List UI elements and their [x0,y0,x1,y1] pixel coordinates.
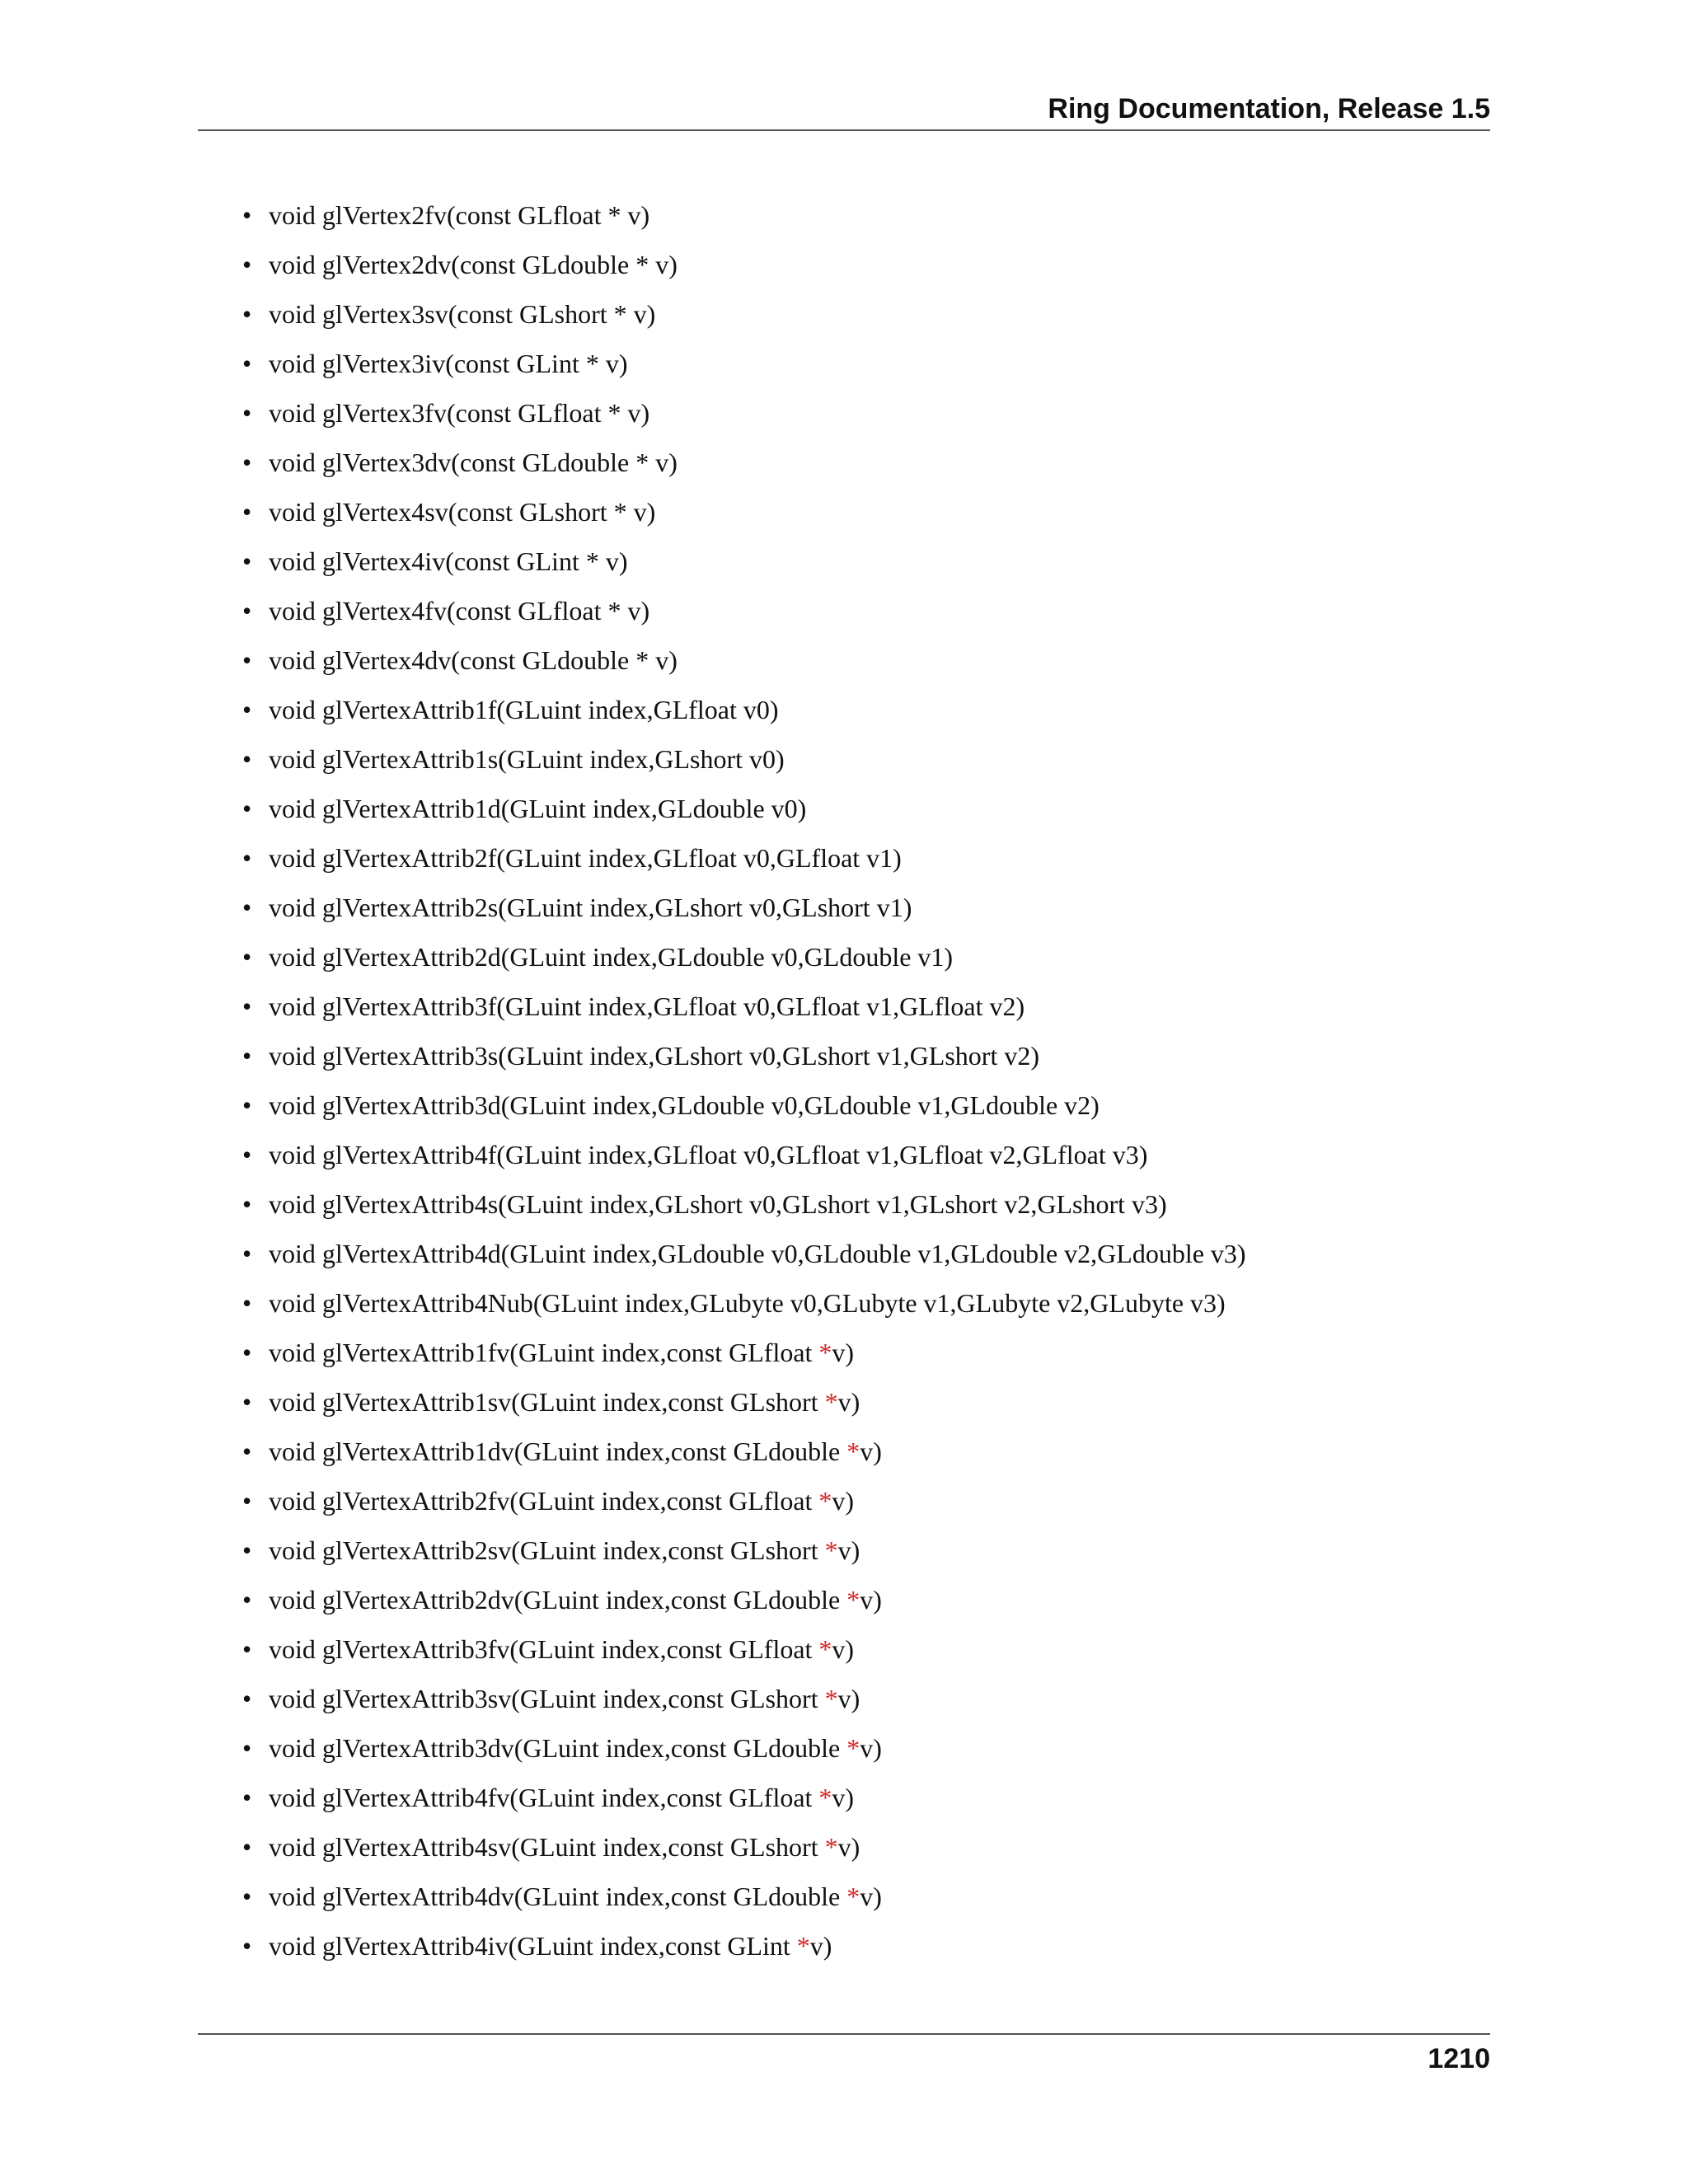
bullet-icon: • [242,1486,252,1516]
function-list-item [0,742,1246,791]
function-list-item [0,1929,1246,1978]
function-signature: void glVertex4sv(const GLshort * v) [269,497,656,527]
bullet-icon: • [242,843,252,873]
pointer-star: * [824,1535,838,1565]
function-list-item [0,593,1246,643]
bullet-icon: • [242,1140,252,1169]
function-list-item [0,346,1246,396]
bullet-icon: • [242,497,252,527]
pointer-star: * [824,1684,838,1713]
function-list-item [0,1830,1246,1879]
function-list-item [0,791,1246,841]
function-signature: void glVertexAttrib2s(GLuint index,GLshort v0,GLshort v1) [269,893,912,922]
function-list-item [0,1236,1246,1286]
bullet-icon: • [242,942,252,972]
function-list-item [0,692,1246,742]
function-list-item [0,544,1246,593]
function-list-item [0,1681,1246,1731]
function-list-item [0,1385,1246,1434]
function-signature: void glVertexAttrib2fv(GLuint index,const GLfloat *v) [269,1486,855,1516]
running-header-title: Ring Documentation, Release 1.5 [1048,93,1490,124]
bullet-icon: • [242,349,252,378]
function-list-item [0,1038,1246,1088]
bullet-icon: • [242,1535,252,1565]
function-list-item [0,396,1246,445]
bullet-icon: • [242,695,252,724]
function-list-item [0,1582,1246,1632]
pointer-star: * [846,1585,860,1615]
function-list [0,198,1246,1978]
function-list-item [0,1533,1246,1582]
bullet-icon: • [242,1931,252,1961]
function-signature: void glVertex4dv(const GLdouble * v) [269,645,678,675]
function-signature: void glVertexAttrib3f(GLuint index,GLfloat v0,GLfloat v1,GLfloat v2) [269,991,1025,1021]
function-list-item [0,1137,1246,1187]
footer-divider [198,2033,1490,2035]
pointer-star: * [846,1882,860,1911]
function-signature: void glVertexAttrib2dv(GLuint index,const GLdouble *v) [269,1585,882,1615]
function-signature: void glVertexAttrib1sv(GLuint index,const GLshort *v) [269,1387,860,1417]
page-number: 1210 [1428,2043,1490,2074]
pointer-star: * [824,1387,838,1417]
function-signature: void glVertexAttrib1f(GLuint index,GLfloat v0) [269,695,779,724]
bullet-icon: • [242,1338,252,1367]
function-signature: void glVertexAttrib3fv(GLuint index,const GLfloat *v) [269,1634,855,1664]
pointer-star: * [818,1634,832,1664]
bullet-icon: • [242,645,252,675]
function-signature: void glVertexAttrib3d(GLuint index,GLdouble v0,GLdouble v1,GLdouble v2) [269,1090,1100,1120]
function-signature: void glVertex3dv(const GLdouble * v) [269,448,678,477]
bullet-icon: • [242,1239,252,1268]
function-signature: void glVertexAttrib3sv(GLuint index,const GLshort *v) [269,1684,860,1713]
bullet-icon: • [242,250,252,279]
bullet-icon: • [242,744,252,774]
bullet-icon: • [242,1189,252,1219]
function-list-item [0,1879,1246,1929]
pointer-star: * [846,1436,860,1466]
bullet-icon: • [242,991,252,1021]
function-signature: void glVertexAttrib1d(GLuint index,GLdouble v0) [269,794,807,823]
function-signature: void glVertexAttrib1fv(GLuint index,const GLfloat *v) [269,1338,855,1367]
function-signature: void glVertexAttrib2f(GLuint index,GLfloat v0,GLfloat v1) [269,843,902,873]
function-list-item [0,247,1246,297]
function-signature: void glVertex2fv(const GLfloat * v) [269,200,650,230]
function-list-item [0,1088,1246,1137]
bullet-icon: • [242,398,252,428]
bullet-icon: • [242,596,252,626]
pointer-star: * [846,1733,860,1763]
function-signature: void glVertex4iv(const GLint * v) [269,546,628,576]
function-list-item [0,297,1246,346]
bullet-icon: • [242,1733,252,1763]
function-signature: void glVertexAttrib2sv(GLuint index,const GLshort *v) [269,1535,860,1565]
bullet-icon: • [242,299,252,329]
function-list-item [0,198,1246,247]
function-signature: void glVertexAttrib4f(GLuint index,GLfloat v0,GLfloat v1,GLfloat v2,GLfloat v3) [269,1140,1148,1169]
header-divider [198,129,1490,131]
function-signature: void glVertexAttrib4dv(GLuint index,const GLdouble *v) [269,1882,882,1911]
pointer-star: * [824,1832,838,1862]
bullet-icon: • [242,1387,252,1417]
function-signature: void glVertex2dv(const GLdouble * v) [269,250,678,279]
function-list-item [0,1286,1246,1335]
bullet-icon: • [242,1882,252,1911]
pointer-star: * [818,1338,832,1367]
function-signature: void glVertexAttrib1s(GLuint index,GLshort v0) [269,744,785,774]
bullet-icon: • [242,1783,252,1812]
function-list-item [0,890,1246,940]
bullet-icon: • [242,1041,252,1071]
function-list-item [0,1187,1246,1236]
bullet-icon: • [242,1832,252,1862]
function-signature: void glVertexAttrib4s(GLuint index,GLshort v0,GLshort v1,GLshort v2,GLshort v3) [269,1189,1167,1219]
function-list-item [0,1632,1246,1681]
function-list-item [0,1780,1246,1830]
function-signature: void glVertexAttrib2d(GLuint index,GLdouble v0,GLdouble v1) [269,942,954,972]
function-signature: void glVertex3fv(const GLfloat * v) [269,398,650,428]
function-signature: void glVertexAttrib1dv(GLuint index,const GLdouble *v) [269,1436,882,1466]
function-list-item [0,643,1246,692]
function-list-item [0,940,1246,989]
bullet-icon: • [242,1684,252,1713]
function-list-item [0,1335,1246,1385]
function-list-item [0,445,1246,494]
pointer-star: * [818,1486,832,1516]
function-signature: void glVertexAttrib3dv(GLuint index,const GLdouble *v) [269,1733,882,1763]
pointer-star: * [796,1931,810,1961]
function-signature: void glVertexAttrib4Nub(GLuint index,GLubyte v0,GLubyte v1,GLubyte v2,GLubyte v3) [269,1288,1226,1318]
bullet-icon: • [242,794,252,823]
function-signature: void glVertexAttrib3s(GLuint index,GLshort v0,GLshort v1,GLshort v2) [269,1041,1039,1071]
function-list-item [0,1731,1246,1780]
bullet-icon: • [242,1090,252,1120]
function-signature: void glVertexAttrib4d(GLuint index,GLdouble v0,GLdouble v1,GLdouble v2,GLdouble v3) [269,1239,1246,1268]
function-signature: void glVertexAttrib4sv(GLuint index,const GLshort *v) [269,1832,860,1862]
function-signature: void glVertex3sv(const GLshort * v) [269,299,656,329]
function-list-item [0,1434,1246,1483]
function-signature: void glVertex4fv(const GLfloat * v) [269,596,650,626]
function-signature: void glVertex3iv(const GLint * v) [269,349,628,378]
function-signature: void glVertexAttrib4fv(GLuint index,const GLfloat *v) [269,1783,855,1812]
bullet-icon: • [242,1634,252,1664]
bullet-icon: • [242,1585,252,1615]
bullet-icon: • [242,893,252,922]
bullet-icon: • [242,1436,252,1466]
bullet-icon: • [242,200,252,230]
bullet-icon: • [242,448,252,477]
function-signature: void glVertexAttrib4iv(GLuint index,const GLint *v) [269,1931,832,1961]
function-list-item [0,494,1246,544]
bullet-icon: • [242,1288,252,1318]
function-list-item [0,1483,1246,1533]
function-list-item [0,989,1246,1038]
function-list-item [0,841,1246,890]
pointer-star: * [818,1783,832,1812]
bullet-icon: • [242,546,252,576]
